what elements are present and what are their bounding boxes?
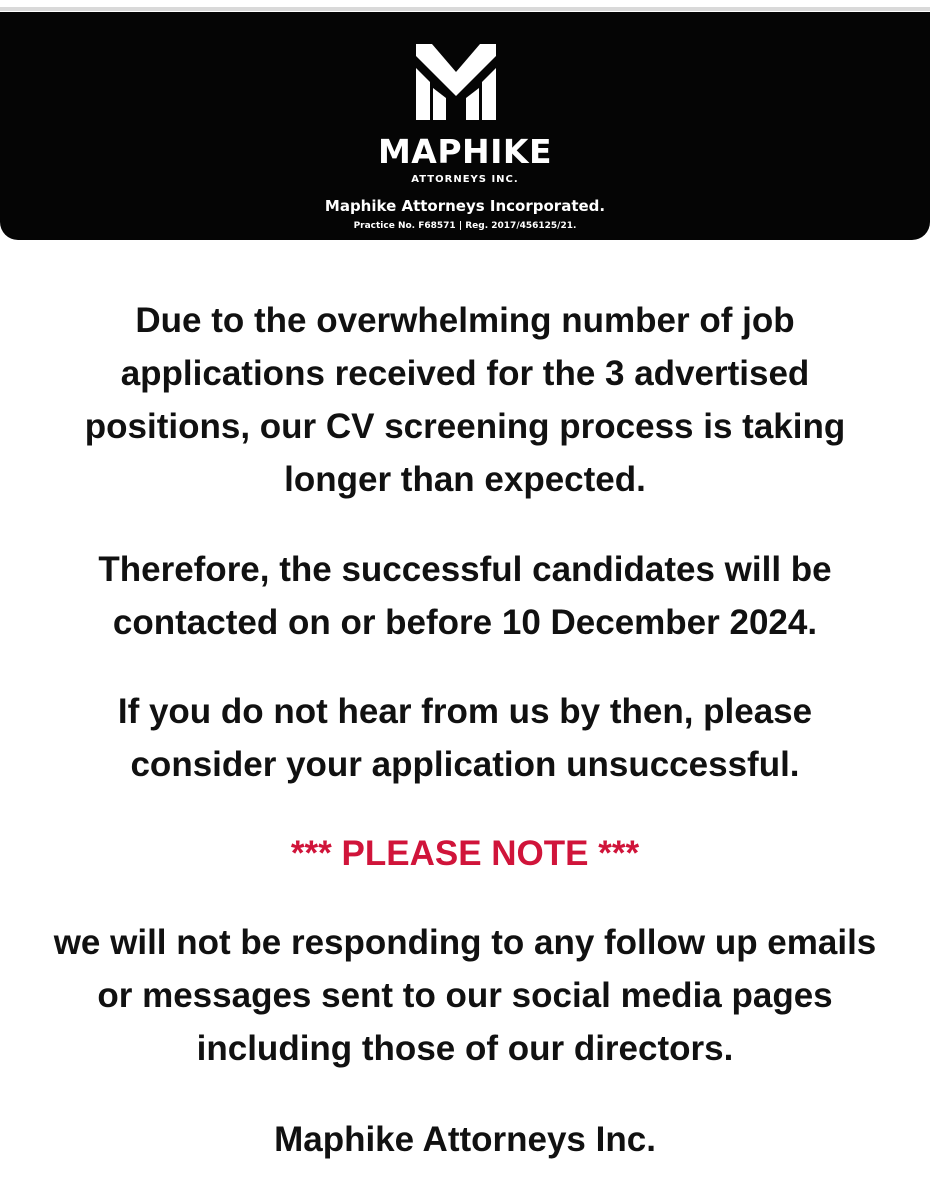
please-note-heading: *** PLEASE NOTE *** (290, 834, 640, 873)
note-body: we will not be responding to any follow up emails or messages sent to our social media pages including those of our directors. (53, 923, 877, 1068)
signature: Maphike Attorneys Inc. (274, 1120, 656, 1159)
header-banner (0, 12, 930, 240)
brand-registration: Practice No. F68571 | Reg. 2017/456125/21. (353, 221, 577, 231)
top-strip (0, 0, 930, 12)
notice-paragraph-delay: Due to the overwhelming number of job applications received for the 3 advertised positions, our CV screening process is taking longer than expected. (84, 301, 846, 499)
maphike-m-logo-icon (416, 42, 496, 122)
brand-name: MAPHIKE (377, 132, 553, 171)
notice-paragraph-contact-date: Therefore, the successful candidates will be contacted on or before 10 December 2024. (98, 550, 832, 642)
brand-full-name: Maphike Attorneys Incorporated. (324, 197, 606, 215)
brand-subtitle: ATTORNEYS INC. (411, 174, 519, 185)
top-divider (0, 7, 930, 11)
notice-paragraph-unsuccessful: If you do not hear from us by then, please consider your application unsuccessful. (117, 692, 813, 784)
